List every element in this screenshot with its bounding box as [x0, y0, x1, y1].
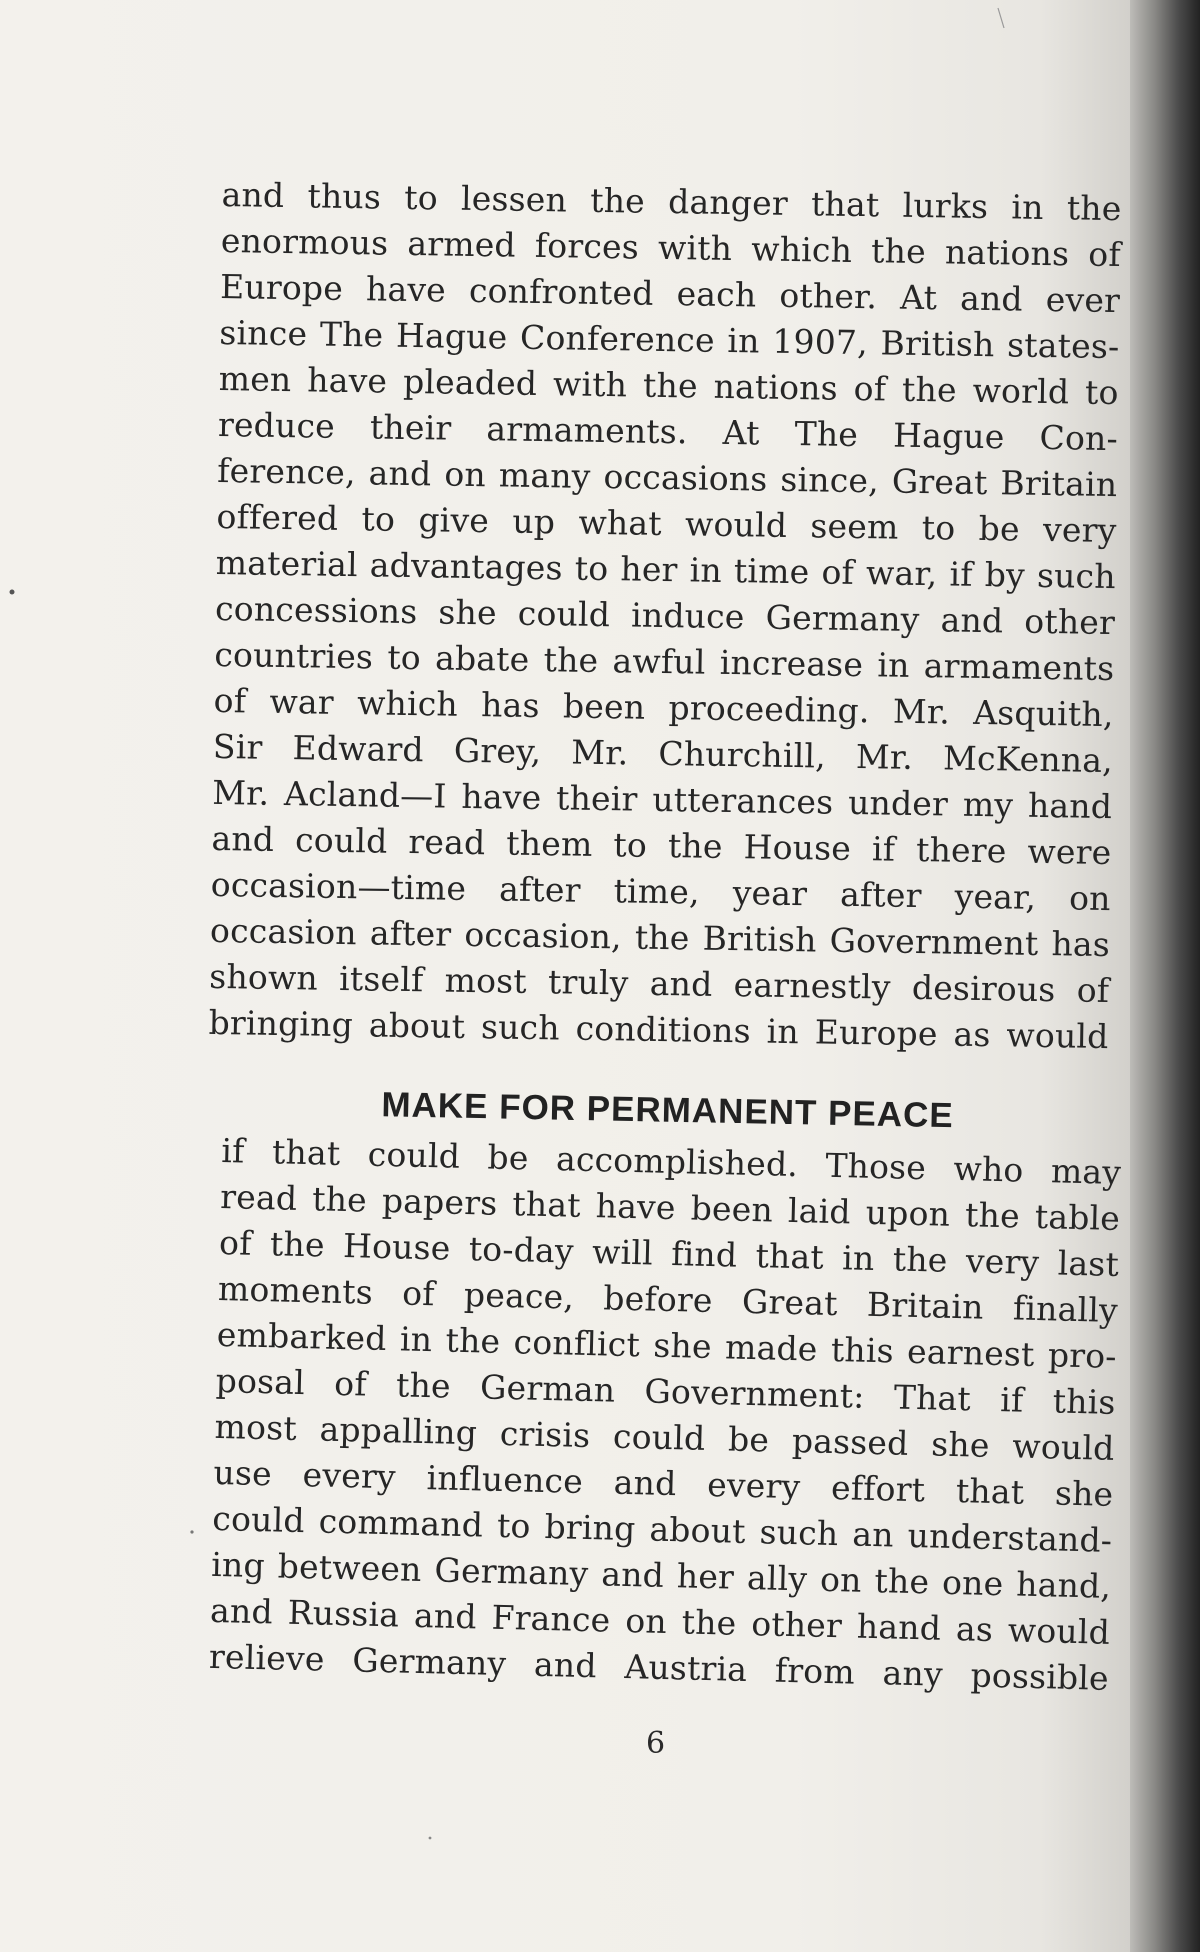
- text-line: Sir Edward Grey, Mr. Churchill, Mr. McKenna,: [212, 726, 1114, 781]
- text-line: of the House to-day will find that in the very last: [218, 1222, 1120, 1284]
- text-line: of war which has been proceeding. Mr. Asquith,: [213, 680, 1114, 735]
- text-line: offered to give up what would seem to be very: [216, 496, 1117, 551]
- text-line: shown itself most truly and earnestly desirous of: [209, 956, 1110, 1011]
- text-line: posal of the German Government: That if this: [215, 1360, 1117, 1422]
- page-number: 6: [646, 1726, 666, 1761]
- text-line: bringing about such conditions in Europe as would: [208, 1002, 1109, 1057]
- text-line: embarked in the conflict she made this earnest pro-: [216, 1314, 1118, 1376]
- text-line: read the papers that have been laid upon the table: [219, 1176, 1121, 1238]
- text-line: could command to bring about such an understand-: [211, 1498, 1113, 1560]
- text-line: countries to abate the awful increase in armaments: [214, 634, 1115, 689]
- text-line: relieve Germany and Austria from any possible: [208, 1636, 1110, 1698]
- text-line: ference, and on many occasions since, Great Britain: [217, 450, 1118, 505]
- section-heading: MAKE FOR PERMANENT PEACE: [381, 1085, 955, 1136]
- text-line: most appalling crisis could be passed she would: [214, 1406, 1115, 1468]
- text-line: Mr. Acland—I have their utterances under my hand: [211, 772, 1113, 827]
- text-line: since The Hague Conference in 1907, British states-: [219, 312, 1120, 367]
- text-line: if that could be accomplished. Those who may: [220, 1130, 1122, 1192]
- text-line: use every influence and every effort that she: [213, 1452, 1114, 1514]
- page-edge-shadow: [1130, 0, 1200, 1952]
- text-line: and could read them to the House if there were: [211, 818, 1112, 873]
- body-text-upper: [208, 172, 1122, 1060]
- text-line: ing between Germany and her ally on the one hand,: [210, 1544, 1112, 1606]
- text-line: and thus to lessen the danger that lurks in the: [221, 174, 1122, 229]
- text-line: reduce their armaments. At The Hague Con-: [217, 404, 1119, 459]
- text-line: and Russia and France on the other hand as would: [209, 1590, 1111, 1652]
- text-line: material advantages to her in time of war, if by such: [215, 542, 1117, 597]
- text-line: Europe have confronted each other. At and ever: [219, 266, 1121, 321]
- text-line: occasion after occasion, the British Government has: [209, 910, 1111, 965]
- text-line: men have pleaded with the nations of the world to: [218, 358, 1119, 413]
- text-line: concessions she could induce Germany and other: [214, 588, 1116, 643]
- text-line: moments of peace, before Great Britain finally: [217, 1268, 1119, 1330]
- text-line: occasion—time after time, year after year, on: [210, 864, 1112, 919]
- text-line: enormous armed forces with which the nations of: [220, 220, 1122, 275]
- body-text-lower: [209, 1128, 1122, 1702]
